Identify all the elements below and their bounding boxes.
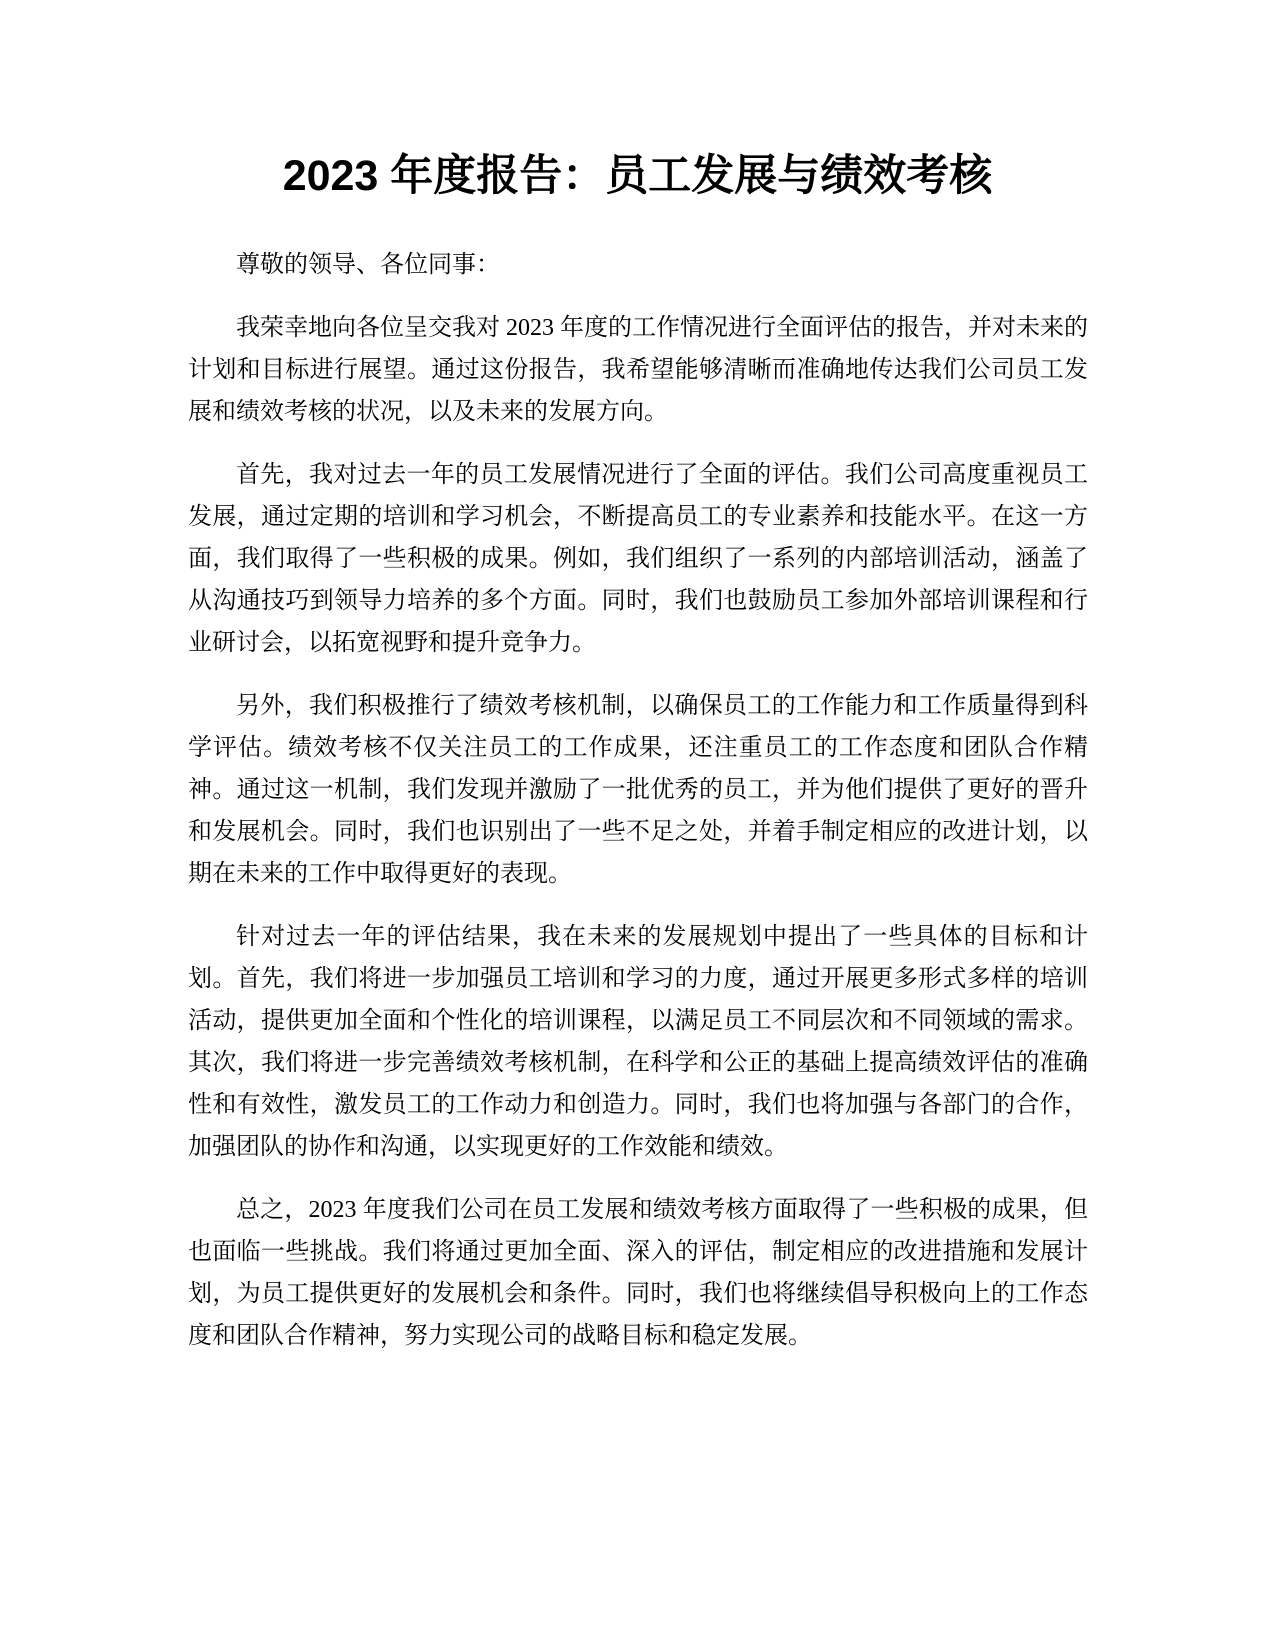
document-title: 2023 年度报告：员工发展与绩效考核 [282,152,993,200]
document-body [188,244,1088,1378]
paragraph-intro: 我荣幸地向各位呈交我对 2023 年度的工作情况进行全面评估的报告，并对未来的计划和目标进行展望。通过这份报告，我希望能够清晰而准确地传达我们公司员工发展和绩效考核的状况，以及未来的发展方向。 [188,315,1088,425]
paragraph-performance-review: 另外，我们积极推行了绩效考核机制，以确保员工的工作能力和工作质量得到科学评估。绩效考核不仅关注员工的工作成果，还注重员工的工作态度和团队合作精神。通过这一机制，我们发现并激励了一批优秀的员工，并为他们提供了更好的晋升和发展机会。同时，我们也识别出了一些不足之处，并着手制定相应的改进计划，以期在未来的工作中取得更好的表现。 [188,693,1088,887]
paragraph-employee-development: 首先，我对过去一年的员工发展情况进行了全面的评估。我们公司高度重视员工发展，通过定期的培训和学习机会，不断提高员工的专业素养和技能水平。在这一方面，我们取得了一些积极的成果。例如，我们组织了一系列的内部培训活动，涵盖了从沟通技巧到领导力培养的多个方面。同时，我们也鼓励员工参加外部培训课程和行业研讨会，以拓宽视野和提升竞争力。 [188,462,1088,656]
salutation: 尊敬的领导、各位同事： [236,252,500,278]
paragraph-future-plans: 针对过去一年的评估结果，我在未来的发展规划中提出了一些具体的目标和计划。首先，我们将进一步加强员工培训和学习的力度，通过开展更多形式多样的培训活动，提供更加全面和个性化的培训课程，以满足员工不同层次和不同领域的需求。其次，我们将进一步完善绩效考核机制，在科学和公正的基础上提高绩效评估的准确性和有效性，激发员工的工作动力和创造力。同时，我们也将加强与各部门的合作，加强团队的协作和沟通，以实现更好的工作效能和绩效。 [188,924,1088,1160]
paragraph-conclusion: 总之，2023 年度我们公司在员工发展和绩效考核方面取得了一些积极的成果，但也面临一些挑战。我们将通过更加全面、深入的评估，制定相应的改进措施和发展计划，为员工提供更好的发展机会和条件。同时，我们也将继续倡导积极向上的工作态度和团队合作精神，努力实现公司的战略目标和稳定发展。 [188,1197,1088,1349]
